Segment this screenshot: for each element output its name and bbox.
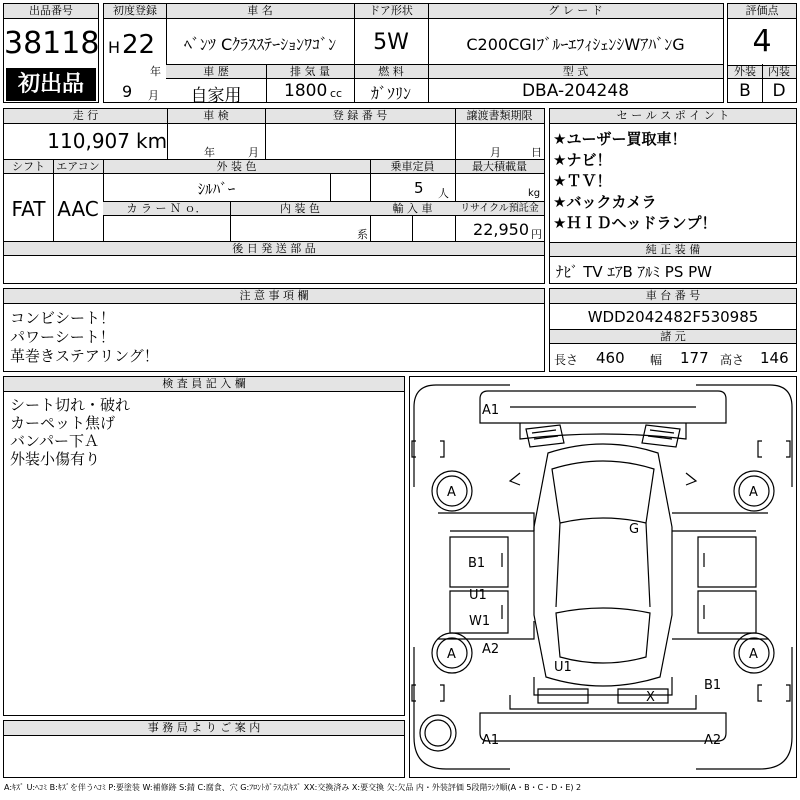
name-label: 車 名	[247, 4, 273, 17]
year: 22	[122, 30, 156, 60]
office-box	[3, 720, 405, 778]
legend: A:ｷｽﾞ U:ﾍｺﾐ B:ｷｽﾞを伴うﾍｺﾐ P:要塗装 W:補修跡 S:錆 C:腐食、穴 G:ﾌﾛﾝﾄｶﾞﾗｽ点ｷｽﾞ XX:交換済み X:要交換 欠:欠品 内・外装評価 5段階ﾗﾝｸ順(A・B・C・D・E) 2	[4, 783, 582, 792]
inspection-month: 月	[248, 146, 259, 159]
seats-unit: 人	[438, 187, 449, 200]
dimensions-label: 諸 元	[660, 330, 686, 343]
car-diagram-svg	[410, 377, 796, 777]
shift: FAT	[11, 197, 46, 221]
sales-points-label: セ ー ル ス ポ イ ン ト	[550, 109, 796, 124]
first-listing-badge: 初出品	[6, 68, 96, 101]
door-type: 5W	[373, 30, 409, 55]
width: 177	[680, 349, 709, 367]
length: 460	[596, 349, 625, 367]
mark-rear-left-fender: A2	[482, 642, 500, 657]
displacement: 1800	[284, 81, 328, 101]
mileage: 110,907	[47, 129, 130, 153]
mark-rear-panel: X	[646, 690, 655, 705]
mark-front-right-tire: A	[749, 485, 758, 500]
mark-front-bumper: A1	[482, 403, 500, 418]
mark-door-rl-w: W1	[469, 614, 491, 629]
seats: 5	[414, 179, 424, 197]
int-label: 内装	[768, 65, 790, 78]
history-label: 車 歴	[203, 65, 229, 78]
chassis-label: 車 台 番 号	[550, 289, 796, 304]
inspector-line: シート切れ・破れ	[10, 396, 131, 414]
mark-roof: U1	[554, 660, 572, 675]
chassis-box	[549, 288, 797, 372]
disp-unit: cc	[330, 87, 343, 100]
sales-point-item: ★ユーザー買取車！	[553, 130, 687, 148]
model-label: 型 式	[562, 65, 589, 78]
grade-label: グ レ ー ド	[548, 4, 603, 17]
inspector-box	[3, 376, 405, 716]
notes-box	[3, 288, 545, 372]
recycle-unit: 円	[531, 228, 542, 241]
seats-label: 乗車定員	[390, 160, 435, 173]
score-box	[727, 3, 797, 103]
mark-rear-right-tire: A	[749, 647, 758, 662]
int-color-unit: 系	[357, 228, 368, 241]
int-score: D	[772, 81, 786, 101]
int-color-label: 内 装 色	[280, 202, 320, 215]
month-unit: 月	[148, 89, 159, 102]
disp-label: 排 気 量	[290, 65, 330, 78]
detail-box	[3, 108, 545, 284]
fuel-label: 燃 料	[378, 65, 404, 78]
mark-rear-left-tire: A	[447, 647, 456, 662]
car-diagram	[409, 376, 797, 778]
month: 9	[122, 82, 133, 101]
grade: C200CGIﾌﾞﾙｰｴﾌｨｼｪﾝｼWｱﾊﾞﾝG	[466, 35, 685, 54]
ext-score: B	[739, 81, 751, 101]
sales-points-box	[549, 108, 797, 284]
fuel: ｶﾞｿﾘﾝ	[370, 84, 411, 103]
office-label: 事 務 局 よ り ご 案 内	[4, 721, 404, 736]
mark-rear-bumper-right: A2	[704, 733, 722, 748]
era: H	[108, 38, 121, 57]
chassis-number: WDD2042482F530985	[587, 308, 759, 326]
first-reg-label: 初度登録	[113, 4, 157, 17]
door-label: ドア形状	[369, 4, 413, 17]
transfer-day: 日	[531, 146, 542, 159]
height-label: 高さ	[720, 353, 745, 367]
inspection-year: 年	[204, 146, 215, 159]
note-line: 革巻きステアリング！	[10, 347, 159, 365]
mark-front-left-tire: A	[447, 485, 456, 500]
import-label: 輸 入 車	[392, 202, 433, 215]
lot-box	[3, 3, 99, 103]
score: 4	[752, 24, 772, 59]
note-line: パワーシート！	[10, 328, 115, 346]
recycle-label: リサイクル預託金	[460, 203, 539, 214]
ac-label: エアコン	[56, 160, 100, 173]
color-no-label: カ ラ ー Ｎ ｏ．	[126, 202, 207, 215]
model-code: DBA-204248	[521, 81, 630, 101]
equipment-value: ﾅﾋﾞ TV ｴｱB ｱﾙﾐ PS PW	[556, 263, 712, 281]
ac: AAC	[57, 197, 99, 221]
mark-windshield: G	[629, 522, 640, 537]
ext-label: 外装	[734, 65, 756, 78]
mark-door-rl-u: U1	[469, 588, 487, 603]
inspector-line: カーペット焦げ	[10, 414, 116, 432]
load-label: 最大積載量	[472, 160, 527, 173]
car-name: ﾍﾞﾝﾂ Cｸﾗｽｽﾃｰｼｮﾝﾜｺﾞﾝ	[183, 35, 337, 54]
transfer-label: 譲渡書類期限	[466, 109, 533, 122]
mileage-unit: km	[136, 129, 168, 153]
main-info-box	[103, 3, 724, 106]
equipment-label: 純 正 装 備	[645, 243, 701, 256]
mark-rear-right-fender: B1	[704, 678, 722, 693]
note-line: コンビシート！	[10, 309, 116, 327]
lot-number: 38118	[4, 26, 100, 61]
mark-rear-bumper-left: A1	[482, 733, 500, 748]
inspector-label: 検 査 員 記 入 欄	[4, 377, 404, 392]
inspection-label: 車 検	[203, 109, 229, 122]
width-label: 幅	[650, 353, 663, 367]
score-label: 評価点	[728, 4, 796, 19]
mileage-label: 走 行	[72, 109, 99, 122]
transfer-month: 月	[490, 146, 501, 159]
plate-label: 登 録 番 号	[332, 109, 388, 122]
mark-door-fl: B1	[468, 556, 486, 571]
year-unit: 年	[150, 65, 161, 78]
later-label: 後 日 発 送 部 品	[232, 242, 316, 255]
load-unit: kg	[528, 188, 541, 199]
history: 自家用	[190, 86, 242, 106]
sales-point-item: ★ＨＩＤヘッドランプ！	[553, 214, 717, 232]
sales-point-item: ★ＴＶ！	[553, 172, 612, 190]
sales-point-item: ★ナビ！	[553, 151, 612, 169]
recycle-fee: 22,950	[473, 220, 529, 239]
shift-label: シフト	[12, 160, 45, 173]
inspector-line: 外装小傷有り	[10, 450, 101, 468]
sales-point-item: ★バックカメラ	[553, 193, 657, 211]
height: 146	[760, 349, 789, 367]
color-label: 外 装 色	[216, 160, 257, 173]
lot-label: 出品番号	[4, 4, 98, 19]
length-label: 長さ	[554, 353, 579, 367]
exterior-color: ｼﾙﾊﾞｰ	[197, 180, 236, 198]
inspector-line: バンパー下Ａ	[10, 432, 99, 450]
notes-label: 注 意 事 項 欄	[4, 289, 544, 304]
